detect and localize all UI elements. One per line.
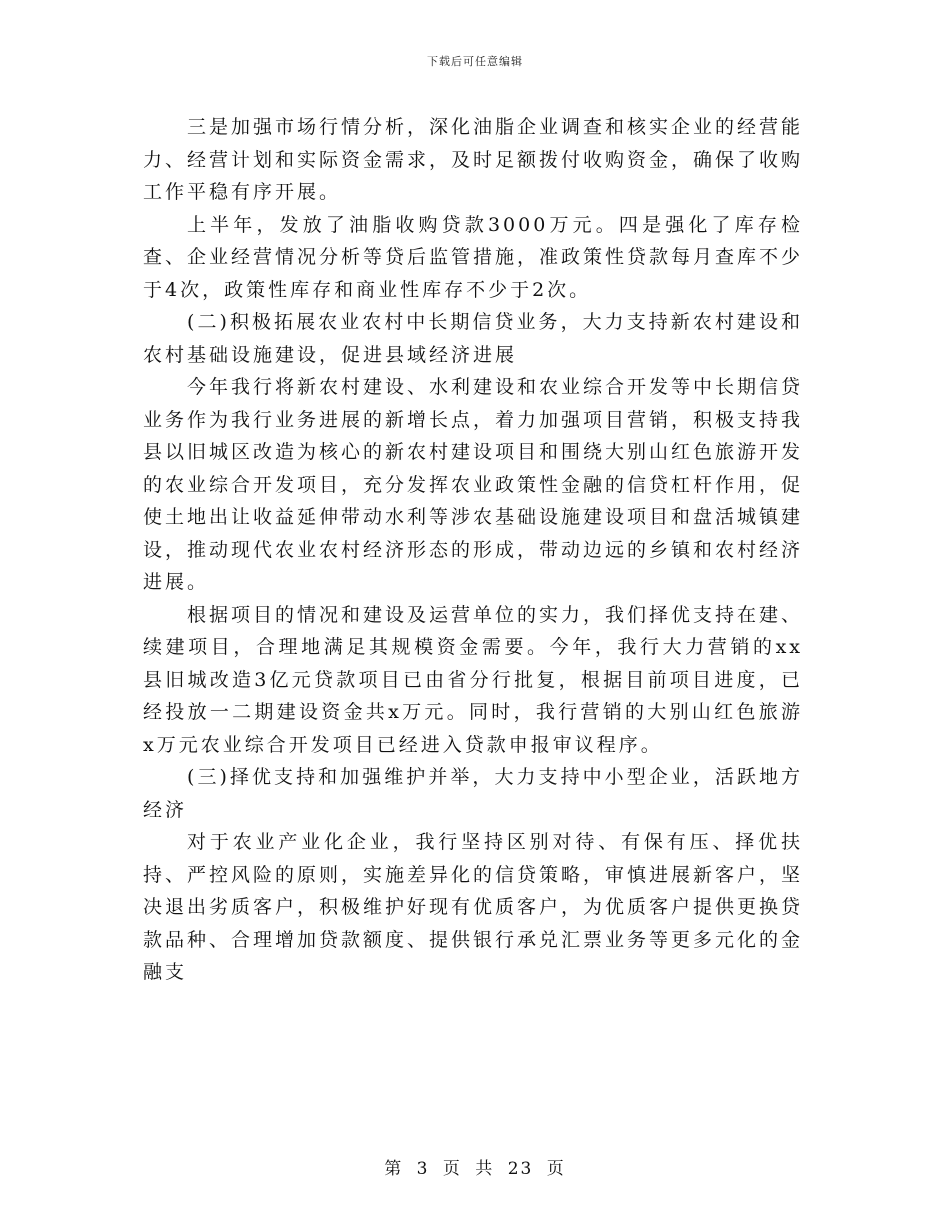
paragraph-5: 对于农业产业化企业，我行坚持区别对待、有保有压、择优扶持、严控风险的原则，实施差异化的信贷策略，审慎进展新客户，坚决退出劣质客户，积极维护好现有优质客户，为优质客户提供更换贷款品种、合理增加贷款额度、提供银行承兑汇票业务等更多元化的金融支 bbox=[143, 831, 804, 983]
paragraph-1: 三是加强市场行情分析，深化油脂企业调查和核实企业的经营能力、经营计划和实际资金需求，及时足额拨付收购资金，确保了收购工作平稳有序开展。 bbox=[143, 116, 804, 203]
page-footer: 第 3 页 共 23 页 bbox=[384, 1159, 566, 1179]
paragraph-3: 今年我行将新农村建设、水利建设和农业综合开发等中长期信贷业务作为我行业务进展的新增长点，着力加强项目营销，积极支持我县以旧城区改造为核心的新农村建设项目和围绕大别山红色旅游开发的农业综合开发项目，充分发挥农业政策性金融的信贷杠杆作用，促使土地出让收益延伸带动水利等涉农基础设施建设项目和盘活城镇建设，推动现代农业农村经济形态的形成，带动边远的乡镇和农村经济进展。 bbox=[143, 376, 804, 593]
section-heading-3: (三)择优支持和加强维护并举，大力支持中小型企业，活跃地方经济 bbox=[143, 766, 803, 821]
section-heading-2: (二)积极拓展农业农村中长期信贷业务，大力支持新农村建设和农村基础设施建设，促进县域经济进展 bbox=[143, 311, 803, 366]
page-header: 下载后可任意编辑 bbox=[427, 55, 523, 68]
paragraph-2: 上半年，发放了油脂收购贷款3000万元。四是强化了库存检查、企业经营情况分析等贷后监管措施，准政策性贷款每月查库不少于4次，政策性库存和商业性库存不少于2次。 bbox=[143, 213, 804, 301]
paragraph-4: 根据项目的情况和建设及运营单位的实力，我们择优支持在建、续建项目，合理地满足其规模资金需要。今年，我行大力营销的xx县旧城改造3亿元贷款项目已由省分行批复，根据目前项目进度，已经投放一二期建设资金共x万元。同时，我行营销的大别山红色旅游x万元农业综合开发项目已经进入贷款申报审议程序。 bbox=[143, 603, 804, 756]
document-body bbox=[143, 111, 803, 989]
